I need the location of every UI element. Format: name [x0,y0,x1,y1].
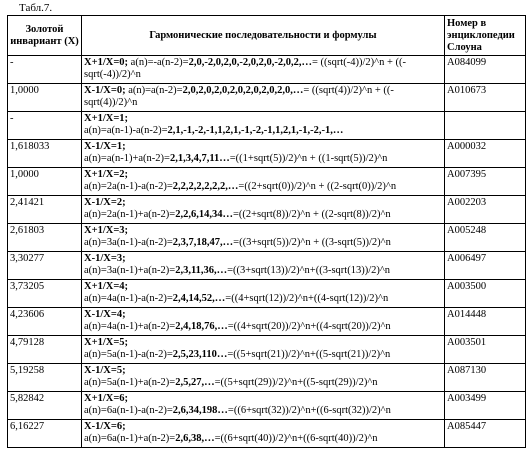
closed-form: =((5+sqrt(29))/2)^n+((5-sqrt(29))/2)^n [214,377,378,388]
closed-form: =((2+sqrt(0))/2)^n + ((2-sqrt(0))/2)^n [238,181,397,192]
sequence-values: 2,3,7,18,47,… [172,237,234,248]
formula-cell [82,196,445,224]
table-row [8,84,526,112]
recurrence: a(n)=3a(n-1)+a(n-2)= [84,265,176,276]
closed-form: =((3+sqrt(5))/2)^n + ((3-sqrt(5))/2)^n [233,237,391,248]
formula-line [84,405,442,417]
oeis-cell: A000032 [445,140,526,168]
recurrence: a(n)=6a(n-1)+a(n-2)= [84,433,176,444]
recurrence: a(n)=5a(n-1)+a(n-2)= [84,377,176,388]
oeis-cell: A005248 [445,224,526,252]
invariant-cell: - [8,56,82,84]
formula-cell [82,112,445,140]
table-row [8,392,526,420]
sequence-values: 2,1,-1,-2,-1,1,2,1,-1,-2,-1,1,2,1,-1,-2,-1,… [167,125,344,136]
formula-line [84,237,442,249]
table-row [8,308,526,336]
recurrence: a(n)=-a(n-2)= [128,57,189,68]
formula-line [84,377,442,389]
sequence-values: 2,0,-2,0,2,0,-2,0,2,0,-2,0,2,… [188,57,312,68]
table-header-row [8,16,526,56]
closed-form: =((4+sqrt(20))/2)^n+((4-sqrt(20))/2)^n [227,321,391,332]
equation-label: X-1/X=2; [84,197,126,208]
recurrence: a(n)=3a(n-1)-a(n-2)= [84,237,173,248]
sequence-values: 2,5,23,110… [172,349,228,360]
closed-form: =((2+sqrt(8))/2)^n + ((2-sqrt(8))/2)^n [232,209,391,220]
formula-cell [82,364,445,392]
closed-form: = ((sqrt(4))/2)^n + ((-sqrt(4))/2)^n [84,85,394,108]
oeis-cell: A010673 [445,84,526,112]
invariant-cell: 5,19258 [8,364,82,392]
formula-cell [82,392,445,420]
recurrence: a(n)=4a(n-1)-a(n-2)= [84,293,173,304]
table-row [8,364,526,392]
table-row [8,140,526,168]
invariant-cell: 1,618033 [8,140,82,168]
oeis-cell: A085447 [445,420,526,448]
table-row [8,196,526,224]
equation-label: X-1/X=5; [84,365,126,376]
sequence-values: 2,4,14,52,… [172,293,226,304]
closed-form: =((4+sqrt(12))/2)^n+((4-sqrt(12))/2)^n [225,293,389,304]
invariant-cell: 3,73205 [8,280,82,308]
formula-line [84,265,442,277]
table-row [8,420,526,448]
formula-text [84,85,394,108]
formula-cell [82,140,445,168]
oeis-cell: A007395 [445,168,526,196]
sequence-values: 2,2,2,2,2,2,2,… [172,181,239,192]
table-caption: Табл.7. [19,2,53,14]
table-row [8,252,526,280]
recurrence: a(n)=2a(n-1)-a(n-2)= [84,181,173,192]
equation-label: X-1/X=4; [84,309,126,320]
equation-label: X+1/X=2; [84,169,129,180]
oeis-cell: A014448 [445,308,526,336]
harmonic-sequences-table [7,15,526,448]
equation-label: X+1/X=0; [84,57,129,68]
header-golden-invariant: Золотой инвариант (X) [8,16,82,56]
recurrence: a(n)=2a(n-1)+a(n-2)= [84,209,176,220]
equation-label: X+1/X=6; [84,393,129,404]
sequence-values: 2,6,34,198… [172,405,228,416]
invariant-cell: 1,0000 [8,168,82,196]
equation-label: X-1/X=3; [84,253,126,264]
invariant-cell: 4,23606 [8,308,82,336]
table-row [8,168,526,196]
oeis-cell: A003500 [445,280,526,308]
oeis-cell: A003501 [445,336,526,364]
formula-cell [82,252,445,280]
sequence-values: 2,5,27,… [175,377,215,388]
sequence-values: 2,3,11,36,… [175,265,228,276]
formula-cell [82,168,445,196]
closed-form: = ((sqrt(-4))/2)^n + ((-sqrt(-4))/2)^n [84,57,406,80]
closed-form: =((6+sqrt(40))/2)^n+((6-sqrt(40))/2)^n [214,433,378,444]
table-row [8,56,526,84]
table-row [8,224,526,252]
closed-form: =((5+sqrt(21))/2)^n+((5-sqrt(21))/2)^n [227,349,391,360]
sequence-values: 2,1,3,4,7,11… [169,153,230,164]
formula-line [84,125,442,137]
sequence-values: 2,2,6,14,34… [175,209,233,220]
sequence-values: 2,4,18,76,… [175,321,228,332]
formula-cell [82,84,445,112]
table-row [8,336,526,364]
header-oeis-number: Номер в энциклопедии Слоуна [445,16,526,56]
formula-cell [82,336,445,364]
invariant-cell: 5,82842 [8,392,82,420]
formula-cell [82,56,445,84]
equation-label: X+1/X=4; [84,281,129,292]
closed-form: =((6+sqrt(32))/2)^n+((6-sqrt(32))/2)^n [227,405,391,416]
formula-cell [82,280,445,308]
formula-text [84,57,406,80]
formula-line [84,293,442,305]
oeis-cell: A084099 [445,56,526,84]
formula-cell [82,224,445,252]
sequence-values: 2,6,38,… [175,433,215,444]
equation-label: X-1/X=1; [84,141,126,152]
equation-label: X+1/X=3; [84,225,129,236]
formula-line [84,209,442,221]
equation-label: X+1/X=5; [84,337,129,348]
invariant-cell: 2,41421 [8,196,82,224]
oeis-cell: A006497 [445,252,526,280]
equation-label: X-1/X=0; [84,85,126,96]
formula-line [84,153,442,165]
recurrence: a(n)=a(n-2)= [125,85,183,96]
equation-label: X+1/X=1; [84,113,129,124]
closed-form: =((3+sqrt(13))/2)^n+((3-sqrt(13))/2)^n [227,265,391,276]
invariant-cell: 1,0000 [8,84,82,112]
invariant-cell: 4,79128 [8,336,82,364]
invariant-cell: 2,61803 [8,224,82,252]
oeis-cell: A003499 [445,392,526,420]
header-sequences: Гармонические последовательности и формулы [82,16,445,56]
closed-form: =((1+sqrt(5))/2)^n + ((1-sqrt(5))/2)^n [229,153,388,164]
oeis-cell: A002203 [445,196,526,224]
oeis-cell [445,112,526,140]
formula-cell [82,420,445,448]
recurrence: a(n)=a(n-1)+a(n-2)= [84,153,170,164]
formula-line [84,349,442,361]
invariant-cell: 3,30277 [8,252,82,280]
recurrence: a(n)=6a(n-1)-a(n-2)= [84,405,173,416]
sequence-values: 2,0,2,0,2,0,2,0,2,0,2,0,2,0,… [182,85,304,96]
formula-line [84,181,442,193]
invariant-cell: 6,16227 [8,420,82,448]
invariant-cell: - [8,112,82,140]
recurrence: a(n)=a(n-1)-a(n-2)= [84,125,168,136]
formula-line [84,433,442,445]
recurrence: a(n)=4a(n-1)+a(n-2)= [84,321,176,332]
oeis-cell: A087130 [445,364,526,392]
table-row [8,112,526,140]
formula-line [84,321,442,333]
formula-cell [82,308,445,336]
recurrence: a(n)=5a(n-1)-a(n-2)= [84,349,173,360]
equation-label: X-1/X=6; [84,421,126,432]
table-row [8,280,526,308]
